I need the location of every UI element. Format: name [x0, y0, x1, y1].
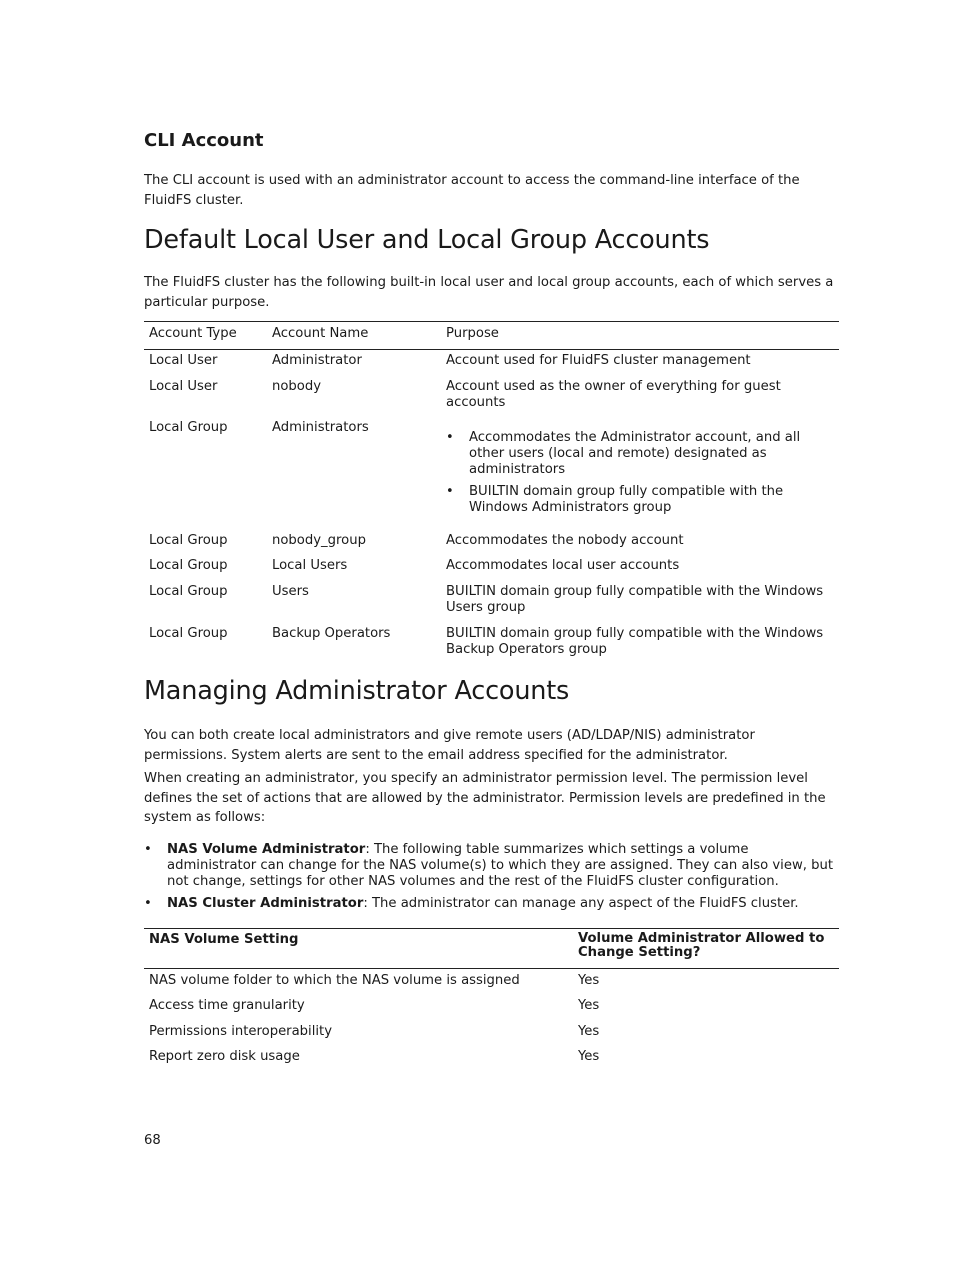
- bullet-icon: •: [446, 484, 454, 499]
- section-heading-defaults: Default Local User and Local Group Accounts: [144, 225, 710, 255]
- table-cell-allowed: Yes: [578, 998, 600, 1013]
- table-cell-name: Users: [272, 584, 309, 599]
- table-cell-name: nobody_group: [272, 533, 366, 548]
- col-header-setting: NAS Volume Setting: [149, 932, 299, 947]
- bullet-icon: •: [144, 896, 152, 911]
- col-header-account-name: Account Name: [272, 326, 369, 341]
- managing-para-2: When creating an administrator, you specify an administrator permission level. The permission level defines the set of actions that are allowed by the administrator. Permission levels are predefined in the system as follows:: [144, 771, 826, 825]
- list-item-term: NAS Cluster Administrator: [167, 896, 364, 911]
- section-heading-cli: CLI Account: [144, 130, 264, 151]
- table-cell-type: Local User: [149, 353, 218, 368]
- list-item-text: : The following table summarizes which settings a volume administrator can change for the NAS volume(s) to which they are assigned. They can also view, but not change, settings for other NAS volumes and the rest of the FluidFS cluster configuration.: [167, 842, 834, 889]
- table-cell-purpose: Account used for FluidFS cluster management: [446, 353, 751, 368]
- table-cell-name: Administrators: [272, 420, 369, 435]
- table-cell-type: Local User: [149, 379, 218, 394]
- table-cell-purpose: BUILTIN domain group fully compatible with the Windows Backup Operators group: [446, 626, 824, 657]
- table-cell-setting: Report zero disk usage: [149, 1049, 300, 1064]
- list-item-term: NAS Volume Administrator: [167, 842, 366, 857]
- table-cell-bullet: BUILTIN domain group fully compatible with the Windows Administrators group: [469, 484, 784, 515]
- table-cell-type: Local Group: [149, 533, 228, 548]
- table-cell-allowed: Yes: [578, 1024, 600, 1039]
- list-item-text: : The administrator can manage any aspect of the FluidFS cluster.: [363, 896, 799, 911]
- table-cell-type: Local Group: [149, 584, 228, 599]
- table-cell-name: Backup Operators: [272, 626, 391, 641]
- table-header-rule: [144, 968, 839, 969]
- bullet-icon: •: [144, 842, 152, 857]
- table-cell-allowed: Yes: [578, 973, 600, 988]
- table-cell-name: Administrator: [272, 353, 362, 368]
- col-header-account-type: Account Type: [149, 326, 237, 341]
- table-cell-purpose: Accommodates the nobody account: [446, 533, 684, 548]
- table-cell-allowed: Yes: [578, 1049, 600, 1064]
- table-cell-type: Local Group: [149, 420, 228, 435]
- table-cell-type: Local Group: [149, 626, 228, 641]
- table-cell-setting: NAS volume folder to which the NAS volume is assigned: [149, 973, 520, 988]
- managing-para-1: You can both create local administrators and give remote users (AD/LDAP/NIS) administrator permissions. System alerts are sent to the email address specified for the administrator.: [144, 728, 755, 763]
- col-header-purpose: Purpose: [446, 326, 499, 341]
- table-top-rule: [144, 321, 839, 322]
- table-cell-purpose: Account used as the owner of everything for guest accounts: [446, 379, 781, 410]
- bullet-icon: •: [446, 430, 454, 445]
- table-cell-name: nobody: [272, 379, 322, 394]
- cli-body: The CLI account is used with an administrator account to access the command-line interface of the FluidFS cluster.: [144, 173, 800, 208]
- table-cell-setting: Access time granularity: [149, 998, 305, 1013]
- col-header-allowed: Volume Administrator Allowed to Change Setting?: [578, 931, 825, 960]
- table-cell-purpose: Accommodates local user accounts: [446, 558, 680, 573]
- table-cell-bullet: Accommodates the Administrator account, and all other users (local and remote) designated as administrators: [469, 430, 801, 477]
- table-header-rule: [144, 349, 839, 350]
- section-heading-managing: Managing Administrator Accounts: [144, 676, 570, 706]
- table-cell-setting: Permissions interoperability: [149, 1024, 333, 1039]
- page-number: 68: [144, 1133, 161, 1148]
- table-cell-name: Local Users: [272, 558, 348, 573]
- table-cell-type: Local Group: [149, 558, 228, 573]
- table-top-rule: [144, 928, 839, 929]
- table-cell-purpose: BUILTIN domain group fully compatible with the Windows Users group: [446, 584, 824, 615]
- defaults-intro: The FluidFS cluster has the following built-in local user and local group accounts, each of which serves a particular purpose.: [144, 275, 834, 310]
